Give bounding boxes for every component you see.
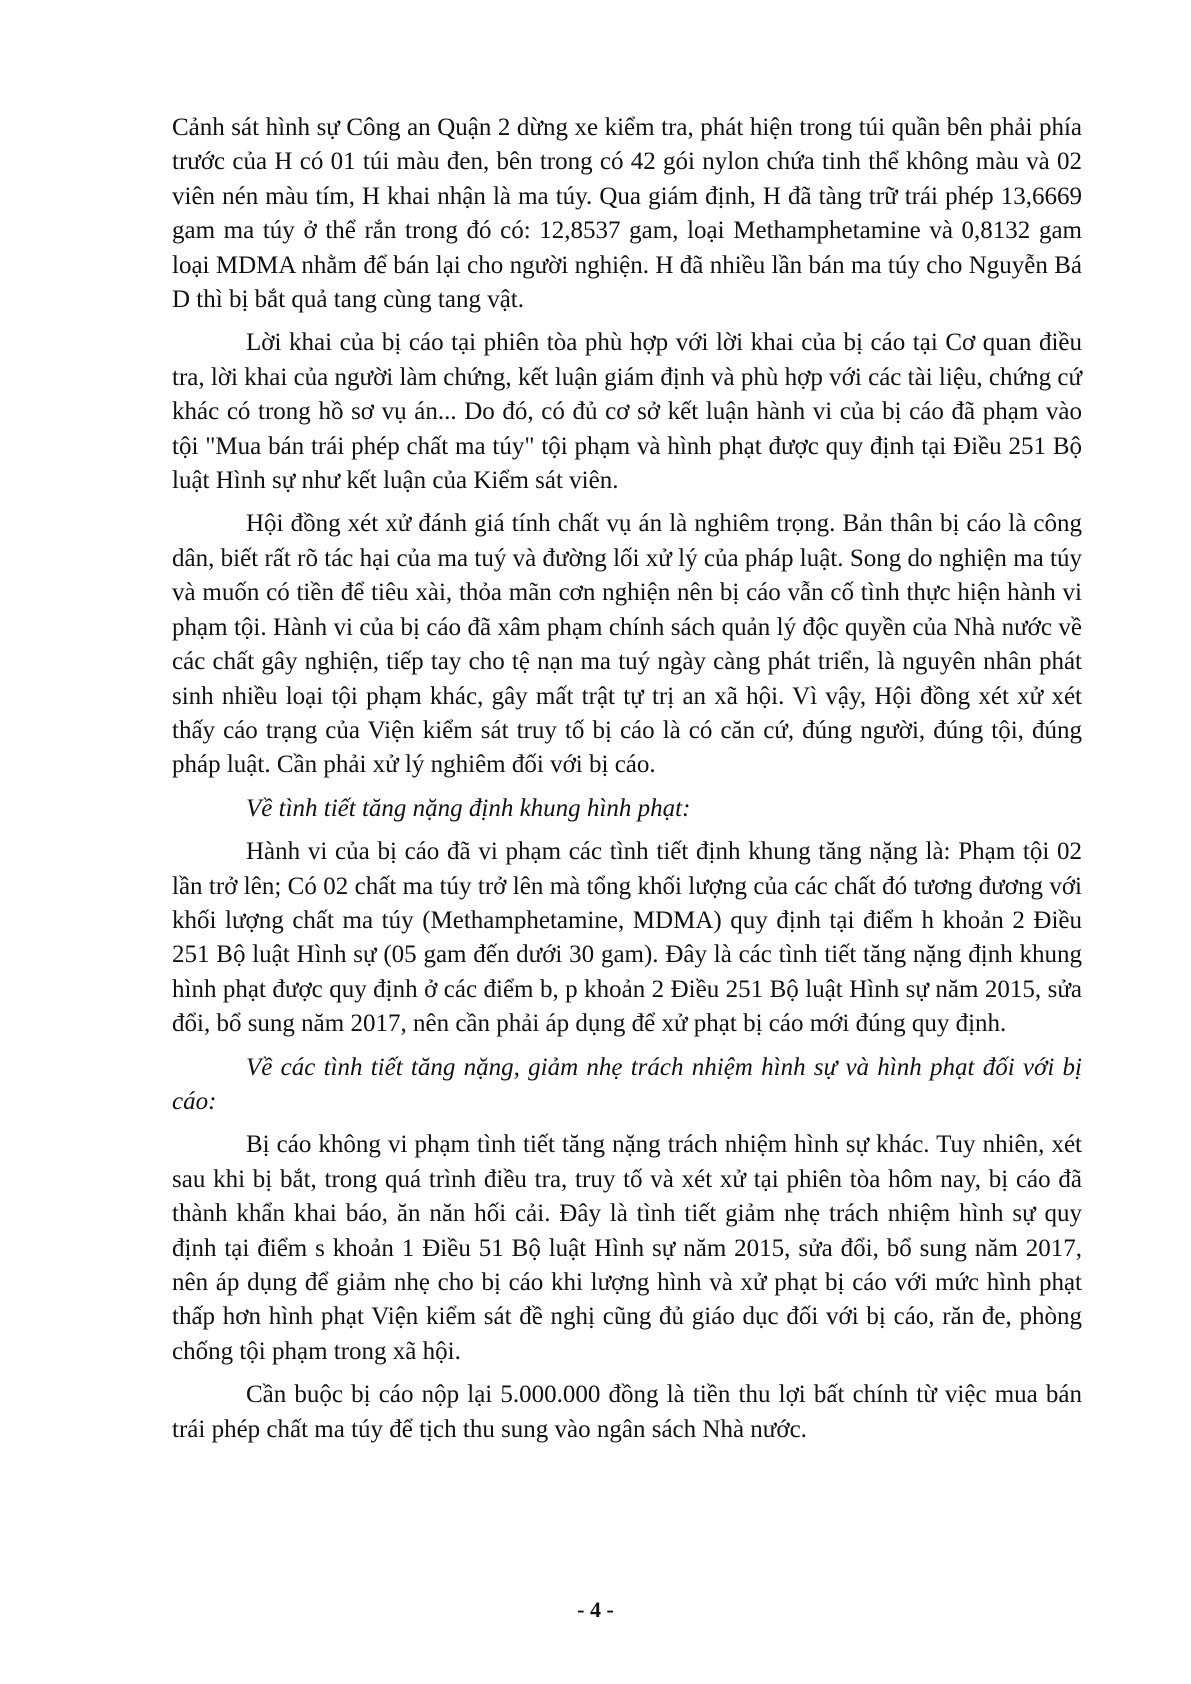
heading-aggravating-framework: Về tình tiết tăng nặng định khung hình phạt: <box>246 794 691 822</box>
paragraph-court-assessment: Hội đồng xét xử đánh giá tính chất vụ án là nghiêm trọng. Bản thân bị cáo là công dân, biết rất rõ tác hại của ma tuý và đường lối xử lý của pháp luật. Song do nghiện ma túy và muốn có tiền để tiêu xài, thỏa mãn cơn nghiện nên bị cáo vẫn cố tình thực hiện hành vi phạm tội. Hành vi của bị cáo đã xâm phạm chính sách quản lý độc quyền của Nhà nước về các chất gây nghiện, tiếp tay cho tệ nạn ma tuý ngày càng phát triển, là nguyên nhân phát sinh nhiều loại tội phạm khác, gây mất trật tự trị an xã hội. Vì vậy, Hội đồng xét xử xét thấy cáo trạng của Viện kiểm sát truy tố bị cáo là có căn cứ, đúng người, đúng tội, đúng pháp luật. Cần phải xử lý nghiêm đối với bị cáo. <box>172 510 1082 779</box>
paragraph-aggravating-circumstances: Hành vi của bị cáo đã vi phạm các tình tiết định khung tăng nặng là: Phạm tội 02 lần trở lên; Có 02 chất ma túy trở lên mà tổng khối lượng của các chất đó tương đương với khối lượng chất ma túy (Methamphetamine, MDMA) quy định tại điểm h khoản 2 Điều 251 Bộ luật Hình sự (05 gam đến dưới 30 gam). Đây là các tình tiết tăng nặng định khung hình phạt được quy định ở các điểm b, p khoản 2 Điều 251 Bộ luật Hình sự năm 2015, sửa đổi, bổ sung năm 2017, nên cần phải áp dụng để xử phạt bị cáo mới đúng quy định. <box>172 838 1082 1038</box>
paragraph-testimony-conclusion: Lời khai của bị cáo tại phiên tòa phù hợp với lời khai của bị cáo tại Cơ quan điều tra, lời khai của người làm chứng, kết luận giám định và phù hợp với các tài liệu, chứng cứ khác có trong hồ sơ vụ án... Do đó, có đủ cơ sở kết luận hành vi của bị cáo đã phạm vào tội "Mua bán trái phép chất ma túy" tội phạm và hình phạt được quy định tại Điều 251 Bộ luật Hình sự như kết luận của Kiểm sát viên. <box>172 329 1082 495</box>
heading-mitigating-circumstances: Về các tình tiết tăng nặng, giảm nhẹ trách nhiệm hình sự và hình phạt đối với bị cáo: <box>172 1053 1082 1115</box>
paragraph-case-facts: Cảnh sát hình sự Công an Quận 2 dừng xe kiểm tra, phát hiện trong túi quần bên phải phía trước của H có 01 túi màu đen, bên trong có 42 gói nylon chứa tinh thể không màu và 02 viên nén màu tím, H khai nhận là ma túy. Qua giám định, H đã tàng trữ trái phép 13,6669 gam ma túy ở thể rắn trong đó có: 12,8537 gam, loại Methamphetamine và 0,8132 gam loại MDMA nhằm để bán lại cho người nghiện. H đã nhiều lần bán ma túy cho Nguyễn Bá D thì bị bắt quả tang cùng tang vật. <box>172 114 1082 314</box>
paragraph-mitigating-circumstances: Bị cáo không vi phạm tình tiết tăng nặng trách nhiệm hình sự khác. Tuy nhiên, xét sau khi bị bắt, trong quá trình điều tra, truy tố và xét xử tại phiên tòa hôm nay, bị cáo đã thành khẩn khai báo, ăn năn hối cải. Đây là tình tiết giảm nhẹ trách nhiệm hình sự quy định tại điểm s khoản 1 Điều 51 Bộ luật Hình sự năm 2015, sửa đổi, bổ sung năm 2017, nên áp dụng để giảm nhẹ cho bị cáo khi lượng hình và xử phạt bị cáo với mức hình phạt thấp hơn hình phạt Viện kiểm sát đề nghị cũng đủ giáo dục đối với bị cáo, răn đe, phòng chống tội phạm trong xã hội. <box>172 1131 1082 1365</box>
paragraph-confiscation: Cần buộc bị cáo nộp lại 5.000.000 đồng là tiền thu lợi bất chính từ việc mua bán trái phép chất ma túy để tịch thu sung vào ngân sách Nhà nước. <box>172 1381 1082 1443</box>
page-number: - 4 - <box>577 1597 614 1622</box>
document-body <box>172 111 1082 1456</box>
